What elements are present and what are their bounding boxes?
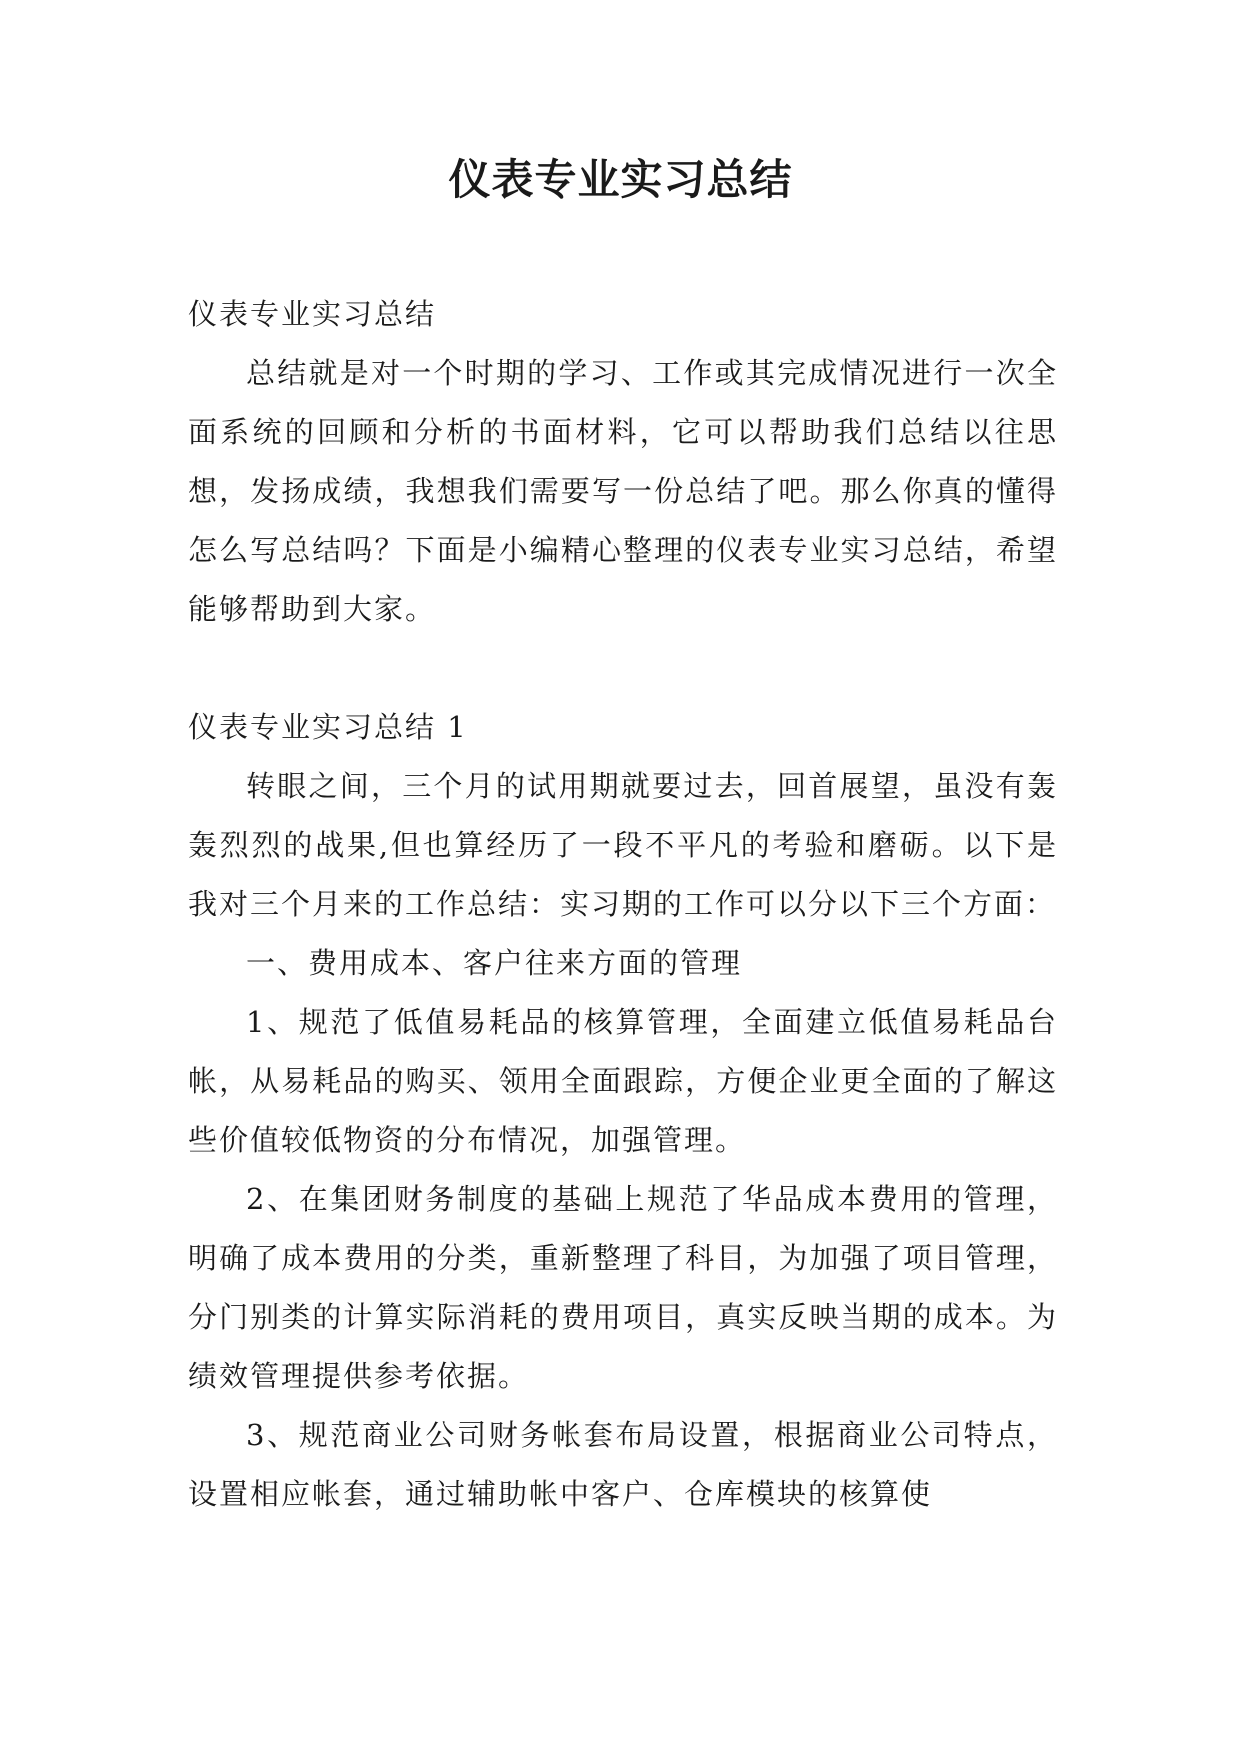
list-item-paragraph: 3、规范商业公司财务帐套布局设置，根据商业公司特点，设置相应帐套，通过辅助帐中客户、仓库模块的核算使 — [188, 1418, 1058, 1511]
list-item-paragraph: 1、规范了低值易耗品的核算管理，全面建立低值易耗品台帐，从易耗品的购买、领用全面跟踪，方便企业更全面的了解这些价值较低物资的分布情况，加强管理。 — [188, 1005, 1058, 1157]
intro-paragraph: 总结就是对一个时期的学习、工作或其完成情况进行一次全面系统的回顾和分析的书面材料，它可以帮助我们总结以往思想，发扬成绩，我想我们需要写一份总结了吧。那么你真的懂得怎么写总结吗？下面是小编精心整理的仪表专业实习总结，希望能够帮助到大家。 — [188, 356, 1058, 626]
document-title: 仪表专业实习总结 — [448, 155, 793, 204]
section-heading: 仪表专业实习总结 1 — [188, 710, 468, 744]
subtitle-paragraph: 仪表专业实习总结 — [188, 297, 437, 331]
document-body — [188, 285, 1058, 1524]
body-paragraph: 转眼之间，三个月的试用期就要过去，回首展望，虽没有轰轰烈烈的战果,但也算经历了一段不平凡的考验和磨砺。以下是我对三个月来的工作总结：实习期的工作可以分以下三个方面： — [188, 769, 1058, 921]
list-item-paragraph: 2、在集团财务制度的基础上规范了华品成本费用的管理，明确了成本费用的分类，重新整理了科目，为加强了项目管理，分门别类的计算实际消耗的费用项目，真实反映当期的成本。为绩效管理提供参考依据。 — [188, 1182, 1058, 1393]
subsection-heading: 一、费用成本、客户往来方面的管理 — [246, 946, 743, 980]
